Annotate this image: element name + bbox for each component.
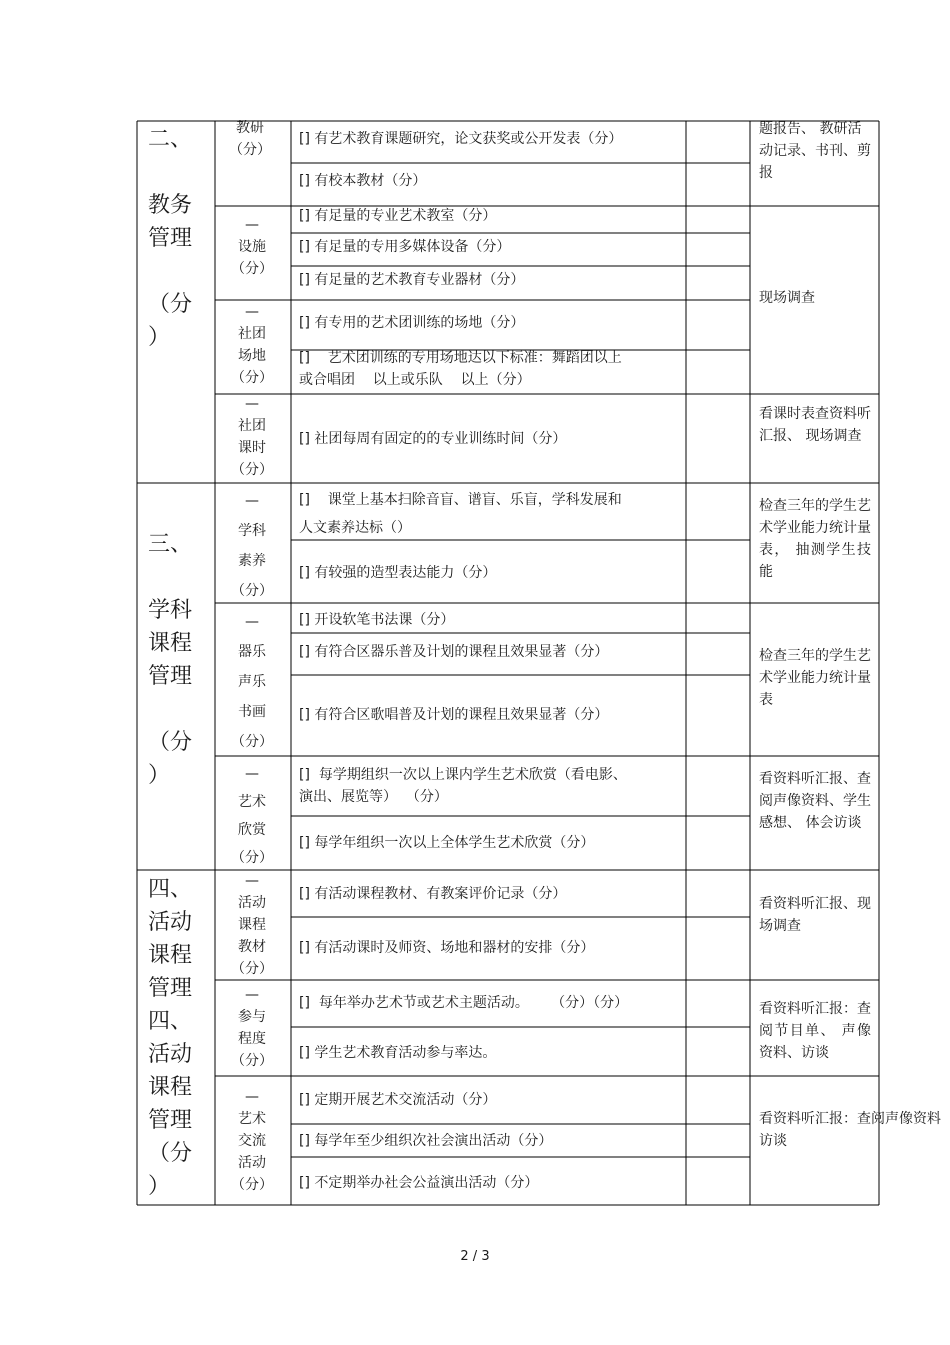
criteria-item: [] 有足量的专用多媒体设备（分）	[299, 239, 511, 255]
group-label	[217, 486, 287, 606]
page-number: 2 / 3	[460, 1249, 490, 1264]
group-label-text: — 艺术 交流 活动 （分）	[231, 1089, 273, 1193]
criteria-item: [] 有校本教材（分）	[299, 173, 427, 189]
criteria-item: [] 学生艺术教育活动参与率达。	[299, 1045, 497, 1061]
section-heading-text: 四、 活动 课程 管理 四、 活动 课程 管理 （分 ）	[148, 877, 193, 1199]
section-heading	[148, 123, 218, 354]
criteria-item: [] 每学期组织一次以上课内学生艺术欣赏（看电影、 演出、展览等） （分）	[299, 767, 627, 805]
criteria-item: [] 不定期举办社会公益演出活动（分）	[299, 1175, 539, 1191]
criteria-item: [] 每学年至少组织次社会演出活动（分）	[299, 1133, 553, 1149]
criteria-item: [] 有足量的艺术教育专业器材（分）	[299, 272, 525, 288]
group-label-text: — 学科 素养 （分）	[231, 493, 273, 599]
criteria-item: [] 每学年组织一次以上全体学生艺术欣赏（分）	[299, 835, 595, 851]
group-label	[217, 760, 287, 872]
evidence-text: 检查三年的学生艺术学业能力统计量表， 抽测学生技能	[759, 498, 871, 580]
evidence-text: 看资料听汇报：查阅节目单、 声像资料、访谈	[759, 1001, 871, 1061]
criteria-item: [] 课堂上基本扫除音盲、谱盲、乐盲，学科发展和 人文素养达标（）	[299, 492, 622, 536]
group-label	[217, 870, 287, 980]
criteria-item: [] 有足量的专业艺术教室（分）	[299, 208, 497, 224]
evidence-text: 检查三年的学生艺术学业能力统计量表	[759, 648, 871, 708]
group-label	[217, 984, 287, 1072]
criteria-item: [] 有艺术教育课题研究，论文获奖或公开发表（分）	[299, 131, 623, 147]
criteria-item: [] 有活动课时及师资、场地和器材的安排（分）	[299, 940, 595, 956]
group-label-text: — 参与 程度 （分）	[231, 987, 273, 1069]
criteria-item: [] 艺术团训练的专用场地达以下标准：舞蹈团以上 或合唱团 以上或乐队 以上（分）	[299, 350, 622, 388]
criteria-item: [] 有活动课程教材、有教案评价记录（分）	[299, 886, 567, 902]
criteria-item: [] 定期开展艺术交流活动（分）	[299, 1092, 497, 1108]
group-label	[217, 607, 287, 757]
group-label	[215, 117, 285, 161]
group-label	[217, 214, 287, 280]
criteria-item: [] 有专用的艺术团训练的场地（分）	[299, 315, 525, 331]
group-label-text: — 艺术 欣赏 （分）	[231, 766, 273, 866]
evidence-text: 看资料听汇报、现场调查	[759, 896, 871, 934]
group-label-text: — 社团 场地 （分）	[231, 304, 273, 386]
group-label	[217, 1086, 287, 1196]
group-label-text: — 设施 （分）	[231, 217, 273, 277]
group-label-text: — 器乐 声乐 书画 （分）	[231, 614, 273, 750]
evidence-text: 看课时表查资料听汇报、 现场调查	[759, 406, 871, 444]
evidence-text: 现场调查	[759, 290, 815, 306]
section-heading-text: 三、 学科 课程 管理 （分 ）	[148, 532, 193, 788]
group-label	[217, 393, 287, 481]
evidence-text: 看资料听汇报：查阅声像资料 访谈	[759, 1111, 941, 1149]
section-heading-text: 二、 教务 管理 （分 ）	[148, 127, 193, 350]
criteria-item: [] 有符合区歌唱普及计划的课程且效果显著（分）	[299, 707, 609, 723]
section-heading	[148, 528, 218, 792]
criteria-item: [] 社团每周有固定的的专业训练时间（分）	[299, 431, 567, 447]
group-label	[217, 301, 287, 389]
criteria-item: [] 有符合区器乐普及计划的课程且效果显著（分）	[299, 644, 609, 660]
criteria-item: [] 每年举办艺术节或艺术主题活动。 （分）（分）	[299, 995, 629, 1011]
evidence-text: 题报告、 教研活动记录、书刊、剪报	[759, 121, 871, 181]
evidence-text: 看资料听汇报、查阅声像资料、学生感想、 体会访谈	[759, 771, 871, 831]
criteria-item: [] 开设软笔书法课（分）	[299, 612, 455, 628]
criteria-item: [] 有较强的造型表达能力（分）	[299, 565, 497, 581]
group-label-text: — 社团 课时 （分）	[231, 396, 273, 478]
group-label-text: 教研 （分）	[229, 120, 271, 158]
group-label-text: — 活动 课程 教材 （分）	[231, 873, 273, 977]
section-heading	[148, 873, 218, 1203]
